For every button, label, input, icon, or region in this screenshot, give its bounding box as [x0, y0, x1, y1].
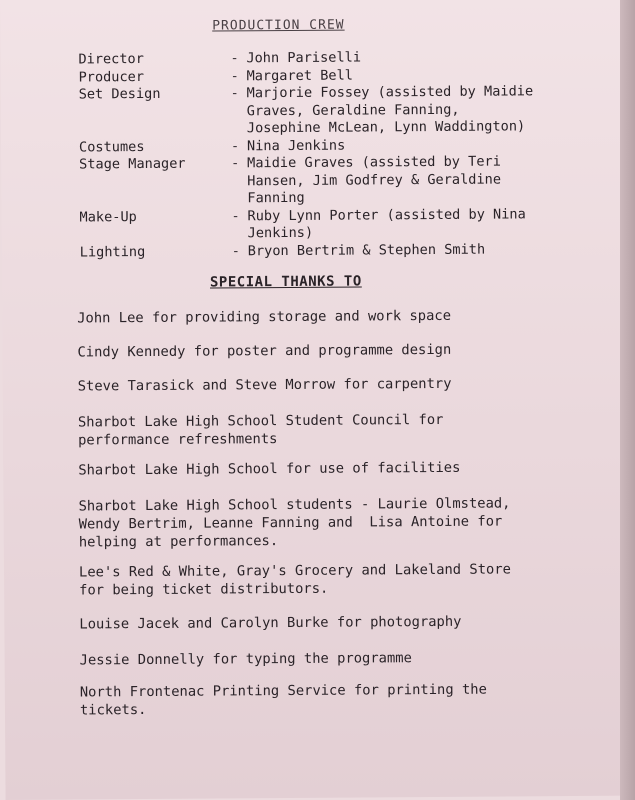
- crew-dash: -: [231, 155, 240, 172]
- crew-role: Director: [78, 50, 144, 68]
- crew-dash: -: [231, 207, 240, 224]
- crew-row-set-design: [79, 83, 619, 139]
- crew-role: Set Design: [78, 85, 161, 103]
- thanks-item: Sharbot Lake High School for use of facilities: [78, 459, 461, 479]
- thanks-item: Lee's Red & White, Gray's Grocery and Lakeland Store for being ticket distributors.: [78, 561, 511, 599]
- thanks-item: Steve Tarasick and Steve Morrow for carpentry: [77, 375, 452, 395]
- crew-role: Producer: [78, 68, 145, 85]
- crew-names: John Pariselli: [246, 49, 362, 67]
- special-thanks-heading: SPECIAL THANKS TO: [209, 273, 362, 291]
- crew-dash: -: [230, 50, 239, 67]
- thanks-item: North Frontenac Printing Service for printing the tickets.: [79, 681, 487, 719]
- crew-names: Nina Jenkins: [246, 137, 346, 154]
- crew-role: Make-Up: [79, 208, 137, 225]
- crew-dash: -: [230, 85, 239, 102]
- crew-names: Bryon Bertrim & Stephen Smith: [247, 241, 486, 259]
- crew-row-stage-manager: [79, 153, 619, 209]
- crew-role: Lighting: [79, 243, 146, 260]
- crew-role: Stage Manager: [79, 155, 186, 173]
- crew-names: Ruby Lynn Porter (assisted by Nina Jenkins): [247, 205, 526, 242]
- crew-row-make-up: [79, 205, 619, 244]
- crew-dash: -: [231, 242, 241, 259]
- thanks-item: Louise Jacek and Carolyn Burke for photography: [79, 613, 462, 633]
- crew-names: Maidie Graves (assisted by Teri Hansen, Jim Godfrey & Geraldine Fanning: [247, 153, 502, 207]
- thanks-item: John Lee for providing storage and work space: [77, 307, 452, 327]
- crew-role: Costumes: [78, 138, 145, 155]
- crew-names: Margaret Bell: [246, 67, 353, 84]
- crew-names: Marjorie Fossey (assisted by Maidie Graves, Geraldine Fanning, Josephine McLean, Lynn Waddington): [246, 83, 534, 137]
- paper-edge: [620, 0, 635, 800]
- thanks-item: Sharbot Lake High School Student Council for performance refreshments: [77, 411, 444, 449]
- crew-dash: -: [230, 67, 239, 84]
- thanks-item: Jessie Donnelly for typing the programme: [79, 650, 412, 669]
- production-crew-heading: PRODUCTION CREW: [212, 17, 345, 34]
- thanks-item: Cindy Kennedy for poster and programme design: [77, 341, 452, 361]
- crew-dash: -: [230, 137, 240, 154]
- thanks-item: Sharbot Lake High School students - Laurie Olmstead, Wendy Bertrim, Leanne Fanning and Lisa Antoine for helping at performances.: [78, 495, 511, 551]
- crew-list: [78, 48, 619, 262]
- crew-row-lighting: [80, 240, 620, 261]
